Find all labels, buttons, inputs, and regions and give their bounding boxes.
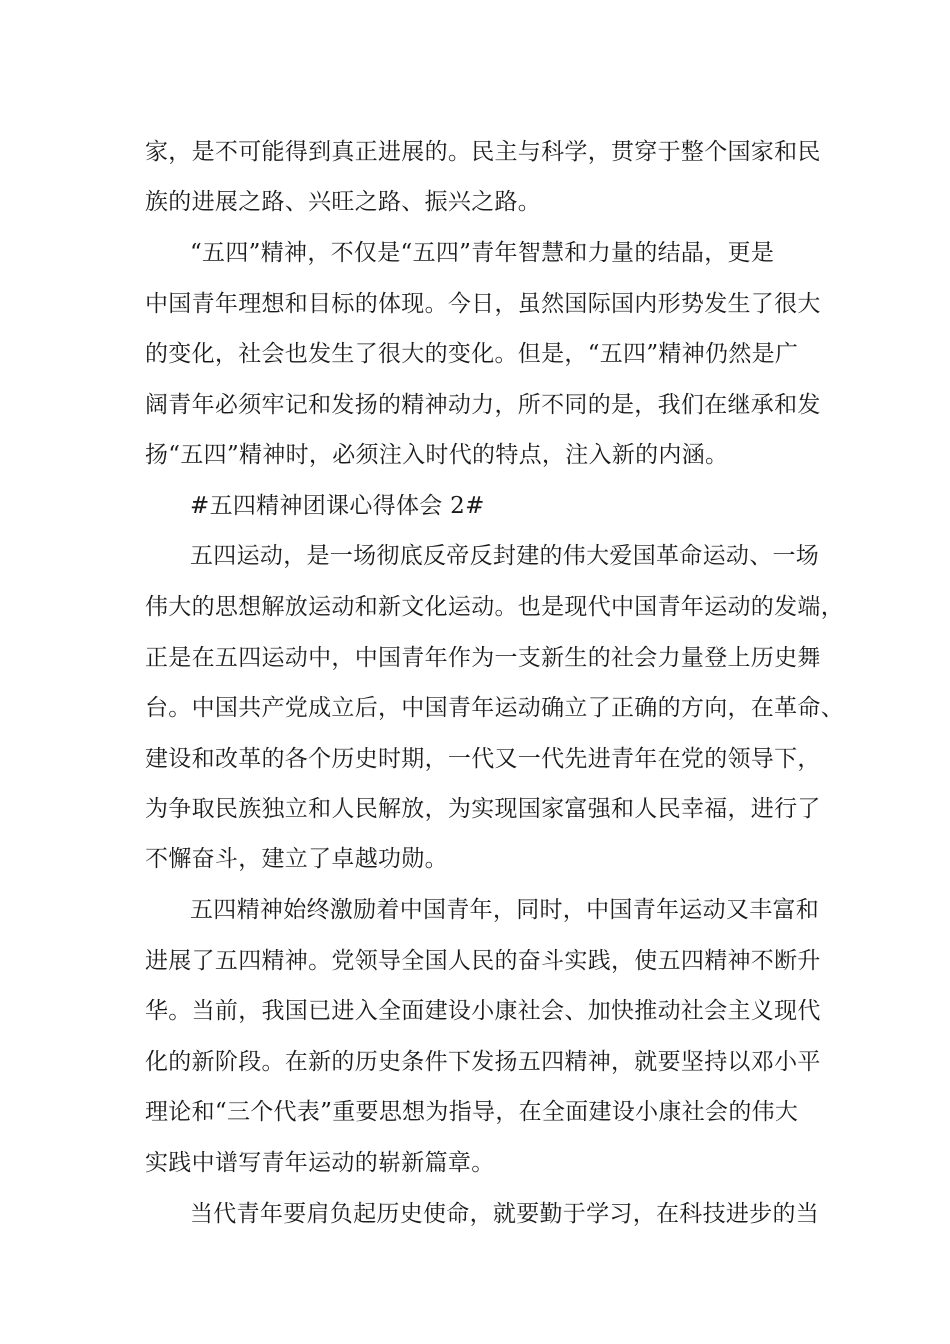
body-text-line: 台。中国共产党成立后，中国青年运动确立了正确的方向，在革命、 xyxy=(145,695,844,721)
body-text-line: 理论和“三个代表”重要思想为指导，在全面建设小康社会的伟大 xyxy=(145,1099,799,1125)
body-text-line: 族的进展之路、兴旺之路、振兴之路。 xyxy=(145,189,542,215)
paragraph-first-line: 当代青年要肩负起历史使命，就要勤于学习，在科技进步的当 xyxy=(190,1201,820,1227)
section-heading: #五四精神团课心得体会 2# xyxy=(190,493,485,519)
paragraph-first-line: 五四精神始终激励着中国青年，同时，中国青年运动又丰富和 xyxy=(190,897,820,923)
paragraph-first-line: 五四运动，是一场彻底反帝反封建的伟大爱国革命运动、一场 xyxy=(190,543,820,569)
body-text-line: 阔青年必须牢记和发扬的精神动力，所不同的是，我们在继承和发 xyxy=(145,392,821,418)
body-text-line: 中国青年理想和目标的体现。今日，虽然国际国内形势发生了很大 xyxy=(145,291,821,317)
body-text-line: 正是在五四运动中，中国青年作为一支新生的社会力量登上历史舞 xyxy=(145,645,821,671)
paragraph-first-line: “五四”精神，不仅是“五四”青年智慧和力量的结晶，更是 xyxy=(190,240,775,266)
body-text-line: 伟大的思想解放运动和新文化运动。也是现代中国青年运动的发端， xyxy=(145,594,844,620)
body-text-line: 不懈奋斗，建立了卓越功勋。 xyxy=(145,846,448,872)
body-text-line: 家，是不可能得到真正进展的。民主与科学，贯穿于整个国家和民 xyxy=(145,139,821,165)
body-text-line: 建设和改革的各个历史时期，一代又一代先进青年在党的领导下， xyxy=(145,746,821,772)
body-text-line: 的变化，社会也发生了很大的变化。但是，“五四”精神仍然是广 xyxy=(145,341,799,367)
body-text-line: 化的新阶段。在新的历史条件下发扬五四精神，就要坚持以邓小平 xyxy=(145,1049,821,1075)
body-text-line: 华。当前，我国已进入全面建设小康社会、加快推动社会主义现代 xyxy=(145,998,821,1024)
body-text-line: 实践中谱写青年运动的崭新篇章。 xyxy=(145,1150,495,1176)
body-text-line: 进展了五四精神。党领导全国人民的奋斗实践，使五四精神不断升 xyxy=(145,948,821,974)
body-text-line: 扬“五四”精神时，必须注入时代的特点，注入新的内涵。 xyxy=(145,442,729,468)
body-text-line: 为争取民族独立和人民解放，为实现国家富强和人民幸福，进行了 xyxy=(145,796,821,822)
